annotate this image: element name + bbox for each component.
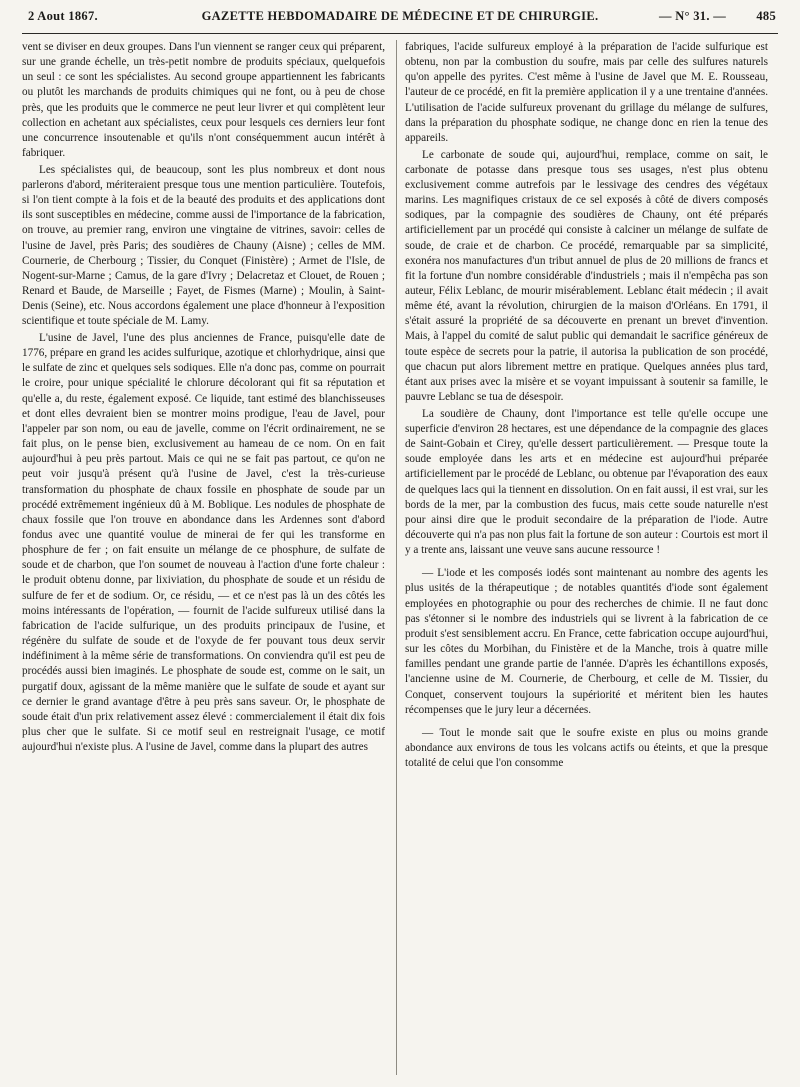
header-rule [22, 33, 778, 34]
paragraph: fabriques, l'acide sulfureux employé à la préparation de l'acide sulfurique est obtenu, non par la combustion du soufre, mais par celle des sulfures naturels qu'on appelle des pyrites. C'est même à l'usine de Javel que M. E. Rousseau, l'auteur de ce procédé, en fit la première application il y a une trentaine d'années. L'utilisation de l'acide sulfureux provenant du grillage du mélange de sulfures, dans la préparation du phosphate sodique, ne change donc en rien la tenue des appareils. [405, 41, 768, 144]
left-column [22, 40, 385, 1080]
paragraph: La soudière de Chauny, dont l'importance est telle qu'elle occupe une superficie d'environ 28 hectares, est une dépendance de la compagnie des glaces de Saint-Gobain et Cirey, qu'elle dessert particulièrement. — Presque toute la soude employée dans les arts et en médecine est aujourd'hui préparée artificiellement par le procédé de Leblanc, ou obtenue par l'évaporation des eaux de quelques lacs qui la tiennent en dissolution. On en fait aussi, il est vrai, sur les bords de la mer, par la combustion des fucus, mais cette soude naturelle n'est pour ainsi dire que le produit secondaire de la préparation de l'iode. Autre découverte qui n'a pas non plus fait la fortune de son auteur : Courtois est mort il y a trente ans, laissant une veuve sans aucune ressource ! [405, 407, 768, 557]
header-page-number: 485 [756, 9, 776, 23]
paragraph: L'usine de Javel, l'une des plus anciennes de France, puisqu'elle date de 1776, prépare en grand les acides sulfurique, azotique et chlorhydrique, ainsi que le sulfate de zinc et quelques sels sodiques. Elle n'a donc pas, comme on pourrait le croire, pour unique spécialité le chlorure décolorant qui fit sa réputation et qu'elle a, du reste, également exposé. Ce liquide, tant estimé des blanchisseuses et dont elles devraient bien se montrer moins prodigue, l'eau de Javel, pour l'appeler par son nom, ou eau de javelle, comme on l'écrit ordinairement, ne se fait plus, on le pense bien, exclusivement au hameau de ce nom. On en fait aujourd'hui à peu près partout. Mais ce qui ne se fait pas partout, ce qu'on ne peut voir jusqu'à présent qu'à l'usine de Javel, c'est la très-curieuse transformation du phosphate de chaux fossile en phosphate de soude par un procédé extrêmement ingénieux dû à M. Boblique. Les nodules de phosphate de chaux fossile que l'on trouve en abondance dans les Ardennes sont d'abord fondus avec une quantité voulue de minerai de fer qui les transforme en phosphure de fer ; on fait ensuite un mélange de ce phosphure, de sulfate de soude et de charbon, que l'on soumet de nouveau à l'action d'une forte chaleur : le produit obtenu donne, par lixiviation, du phosphate de soude et un résidu de sulfure de fer et de sodium. Or, ce résidu, — et ce n'est pas là un des côtés les moins intéressants de l'opération, — fournit de l'acide sulfureux utilisé dans la fabrication de l'acide sulfurique, un des produits principaux de l'usine, et régénère du sulfate de soude et de l'oxyde de fer pouvant tous deux servir indéfiniment à la même série de transformations. On conviendra qu'il est peu de procédés aussi bien imaginés. Le phosphate de soude est, comme on le sait, un purgatif doux, agissant de la même manière que le sulfate de soude et ayant sur ce dernier le grand avantage d'être à peu près sans saveur. Or, le phosphate de soude était d'un prix relativement assez élevé : commercialement il était dix fois plus cher que le sulfate. Si ce motif seul en restreignait l'usage, ce motif aujourd'hui n'existe plus. A l'usine de Javel, comme dans la plupart des autres [22, 331, 385, 754]
paragraph: — L'iode et les composés iodés sont maintenant au nombre des agents les plus usités de la thérapeutique ; de notables quantités d'iode sont également employées en photographie ou pour des recherches de chimie. Il ne faut donc pas s'étonner si le nombre des industriels qui se livrent à la fabrication de ce produit s'est sensiblement accru. En France, cette fabrication occupe aujourd'hui, sur les côtes du Morbihan, du Finistère et de la Manche, trois à quatre mille familles pendant une grande partie de l'année. D'après les échantillons exposés, l'ancienne usine de M. Cournerie, de Cherbourg, et celle de M. Tissier, du Conquet, conservent toujours la supériorité et méritent bien les hautes récompenses que le jury leur a décernées. [405, 567, 768, 716]
column-divider [396, 40, 397, 1075]
header-date: 2 Aout 1867. [28, 9, 98, 23]
paragraph: vent se diviser en deux groupes. Dans l'un viennent se ranger ceux qui préparent, sur une grande échelle, un très-petit nombre de produits spéciaux, quelquefois un seul : ce sont les spécialistes. Au second groupe appartiennent les fabricants ou plutôt les marchands de produits chimiques qui ne font, ou à peu de chose près, que les produits que le commerce ne peut leur livrer et qui complètent leur collection en achetant aux spécialistes, ceux pour lesquels ces derniers leur font une concurrence insoutenable et qu'ils n'ont conséquemment aucun intérêt à fabriquer. [22, 41, 385, 160]
header-issue-number: — N° 31. — [658, 9, 726, 23]
header-title: GAZETTE HEBDOMADAIRE DE MÉDECINE ET DE CHIRURGIE. [201, 9, 599, 23]
page-header [22, 7, 778, 31]
paragraph: Les spécialistes qui, de beaucoup, sont les plus nombreux et dont nous parlerons d'abord, mériteraient presque tous une mention particulière. Toutefois, si l'on tient compte à la fois et de la beauté des produits et des applications dont ils sont susceptibles en médecine, comme aussi de l'importance de la fabrication, on trouve, au premier rang, environ une vingtaine de vitrines, savoir: celles de l'usine de Javel, près Paris; des soudières de Chauny (Aisne) ; celles de MM. Cournerie, de Cherbourg ; Tissier, du Conquet (Finistère) ; Armet de l'Isle, de Nogent-sur-Marne ; Camus, de la gare d'Ivry ; Delacretaz et Clouet, de Rouen ; Renard et Baude, de Marseille ; Fayet, de Fismes (Marne) ; Moulin, à Saint-Denis (Seine), etc. Nous accordons également une place d'honneur à l'exposition scientifique et toute spéciale de M. Lamy. [22, 163, 385, 328]
right-column [405, 40, 768, 1080]
paragraph: — Tout le monde sait que le soufre existe en plus ou moins grande abondance aux environs de tous les volcans actifs ou éteints, et que la presque totalité de celui que l'on consomme [405, 726, 768, 770]
paragraph: Le carbonate de soude qui, aujourd'hui, remplace, comme on sait, le carbonate de potasse dans presque tous ses usages, n'est plus obtenu exclusivement comme autrefois par le lessivage des cendres des végétaux marins. Les magnifiques cristaux de ce sel exposés à côté de divers composés sodiques, par la compagnie des soudières de Chauny, ont été préparés artificiellement par un procédé qui consiste à calciner un mélange de sulfate de soude, de craie et de charbon. Ce procédé, remarquable par sa simplicité, exonéra nos manufactures d'un tribut annuel de plus de 20 millions de francs et fit la fortune d'un nombre considérable d'industriels ; mais il n'empêcha pas son auteur, Félix Leblanc, de mourir misérablement. Leblanc était médecin ; il avait même été, avant la révolution, chirurgien de la maison d'Orléans. En 1791, il s'était assuré la propriété de sa découverte en prenant un brevet d'invention. Mais, à l'appel du comité de salut public qui demandait le sacrifice généreux de toute espèce de secrets pour la patrie, il autorisa la publication de son procédé, que chacun put alors librement mettre en pratique. Quelques années plus tard, étant aux prises avec la misère et se voyant impuissant à soutenir sa famille, le pauvre Leblanc se tua de désespoir. [405, 148, 768, 404]
